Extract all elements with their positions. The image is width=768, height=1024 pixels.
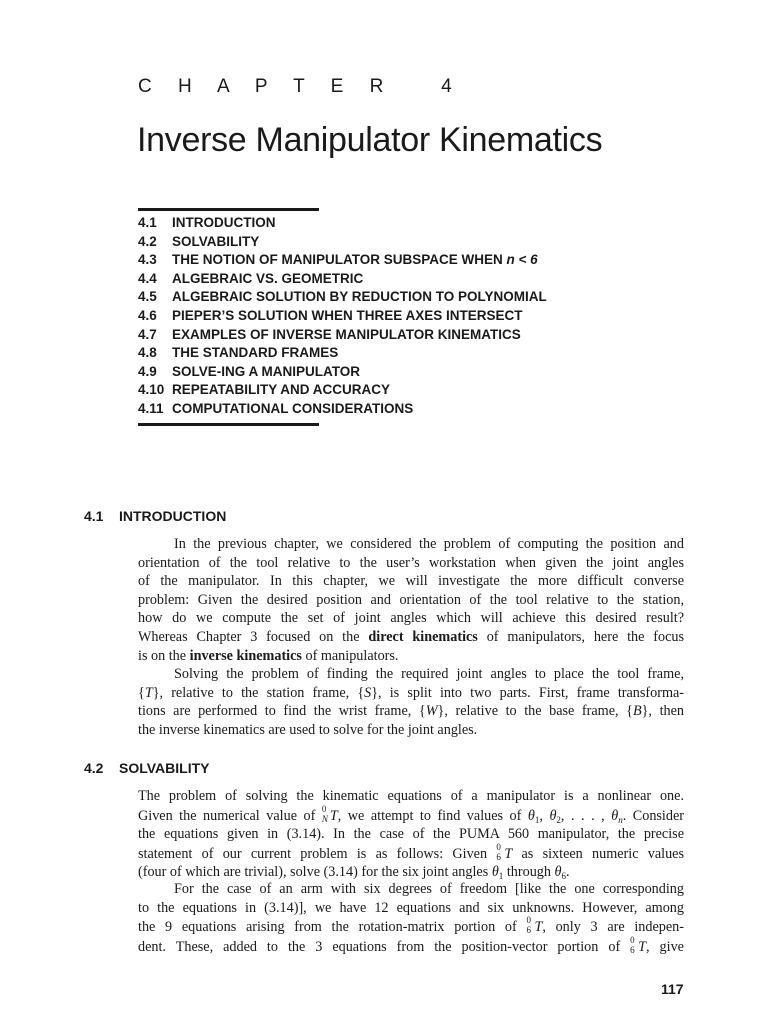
toc-item[interactable] bbox=[138, 326, 547, 345]
text-line: to the equations in (3.14)], we have 12 equations and six unknowns. However, among bbox=[138, 899, 684, 916]
text-line: In the previous chapter, we considered the problem of computing the position and bbox=[174, 536, 684, 552]
text-line: the 9 equations arising from the rotation-matrix portion of 0 6 T, only 3 are indepen- bbox=[138, 915, 684, 936]
section-number: 4.2 bbox=[84, 760, 104, 776]
text-line: The problem of solving the kinematic equations of a manipulator is a nonlinear one. bbox=[138, 788, 684, 804]
toc-item-title: ALGEBRAIC VS. GEOMETRIC bbox=[172, 270, 364, 286]
transform-symbol: 0 6 bbox=[526, 915, 531, 936]
toc-item-title: PIEPER’S SOLUTION WHEN THREE AXES INTERSECT bbox=[172, 307, 523, 323]
toc-item-number: 4.10 bbox=[138, 382, 165, 398]
text-line: {T}, relative to the station frame, {S}, is split into two parts. First, frame transforma- bbox=[138, 684, 685, 701]
text-line: is on the inverse kinematics of manipulators. bbox=[138, 647, 399, 664]
chapter-title: Inverse Manipulator Kinematics bbox=[137, 121, 603, 159]
section-title: INTRODUCTION bbox=[119, 508, 227, 524]
toc-item[interactable] bbox=[138, 233, 547, 252]
toc-item[interactable] bbox=[138, 363, 547, 382]
text-line: tions are performed to find the wrist frame, {W}, relative to the base frame, {B}, then bbox=[138, 703, 684, 720]
transform-symbol: 0 N bbox=[321, 803, 328, 824]
toc-item-title: SOLVABILITY bbox=[172, 233, 260, 249]
toc-item[interactable] bbox=[138, 288, 547, 307]
toc-bottom-rule bbox=[138, 423, 319, 426]
section-number: 4.1 bbox=[84, 508, 104, 524]
text-line: dent. These, added to the 3 equations from the position-vector portion of 0 6 T, give bbox=[138, 934, 684, 955]
toc-item[interactable] bbox=[138, 307, 547, 326]
text-line: problem: Given the desired position and orientation of the tool relative to the station, bbox=[138, 591, 684, 608]
paragraph bbox=[138, 880, 684, 956]
transform-symbol: 0 6 bbox=[496, 841, 501, 862]
term-direct-kinematics: direct kinematics bbox=[368, 628, 478, 645]
chapter-contents bbox=[138, 214, 547, 419]
toc-item-number: 4.1 bbox=[138, 215, 157, 230]
paragraph bbox=[138, 665, 684, 739]
toc-item-number: 4.5 bbox=[138, 289, 157, 305]
toc-item[interactable] bbox=[138, 251, 547, 270]
toc-item-number: 4.6 bbox=[138, 307, 157, 323]
toc-item-number: 4.2 bbox=[138, 233, 157, 249]
text-line: orientation of the tool relative to the user’s workstation when given the joint angles bbox=[138, 554, 684, 571]
text-line: the inverse kinematics are used to solve for the joint angles. bbox=[138, 721, 478, 738]
section-title: SOLVABILITY bbox=[119, 760, 210, 776]
toc-item-title: ALGEBRAIC SOLUTION BY REDUCTION TO POLYNOMIAL bbox=[172, 289, 547, 305]
toc-item-math: n < 6 bbox=[506, 252, 538, 268]
text-line: Given the numerical value of 0 N T, we attempt to find values of $\theta_1$, $\theta_2$, . . . , $\theta_n$. Consider bbox=[138, 803, 684, 825]
transform-symbol: 0 6 bbox=[630, 934, 635, 955]
toc-item-title: EXAMPLES OF INVERSE MANIPULATOR KINEMATICS bbox=[172, 326, 521, 342]
toc-top-rule bbox=[138, 208, 319, 211]
toc-item-title: INTRODUCTION bbox=[172, 215, 276, 230]
term-inverse-kinematics: inverse kinematics bbox=[189, 647, 302, 664]
text-line: the equations given in (3.14). In the case of the PUMA 560 manipulator, the precise bbox=[138, 826, 684, 843]
section-heading-solvability bbox=[84, 760, 209, 776]
toc-item-number: 4.4 bbox=[138, 270, 157, 286]
toc-item-title: THE NOTION OF MANIPULATOR SUBSPACE WHEN bbox=[172, 252, 503, 268]
toc-item-title: REPEATABILITY AND ACCURACY bbox=[172, 382, 391, 398]
toc-item-title: SOLVE-ING A MANIPULATOR bbox=[172, 363, 360, 379]
toc-item-number: 4.9 bbox=[138, 363, 157, 379]
text-line: (four of which are trivial), solve (3.14) for the six joint angles $\theta_1$ through $\theta_6$. bbox=[138, 864, 570, 882]
paragraph bbox=[138, 787, 684, 882]
toc-item-number: 4.3 bbox=[138, 252, 157, 268]
text-line: Whereas Chapter 3 focused on the direct kinematics of manipulators, here the focus bbox=[138, 628, 685, 645]
section-heading-introduction bbox=[84, 508, 226, 524]
toc-item[interactable] bbox=[138, 214, 547, 233]
toc-item[interactable] bbox=[138, 400, 547, 419]
toc-item-number: 4.7 bbox=[138, 326, 157, 342]
text-line: of the manipulator. In this chapter, we will investigate the more difficult converse bbox=[138, 573, 684, 590]
text-line: statement of our current problem is as follows: Given 0 6 T as sixteen numeric values bbox=[138, 841, 685, 862]
toc-item[interactable] bbox=[138, 381, 547, 400]
page-number: 117 bbox=[661, 981, 684, 997]
toc-item-number: 4.8 bbox=[138, 345, 157, 361]
toc-item-title: COMPUTATIONAL CONSIDERATIONS bbox=[172, 400, 414, 416]
text-line: For the case of an arm with six degrees of freedom [like the one corresponding bbox=[174, 881, 684, 897]
toc-item-number: 4.11 bbox=[138, 400, 164, 416]
toc-item-title: THE STANDARD FRAMES bbox=[172, 345, 339, 361]
toc-item[interactable] bbox=[138, 270, 547, 289]
chapter-label: C H A P T E R 4 bbox=[138, 76, 463, 97]
text-line: how do we compute the set of joint angles which will achieve this desired result? bbox=[138, 610, 684, 627]
text-line: Solving the problem of finding the required joint angles to place the tool frame, bbox=[174, 666, 684, 682]
paragraph bbox=[138, 535, 684, 665]
toc-item[interactable] bbox=[138, 344, 547, 363]
